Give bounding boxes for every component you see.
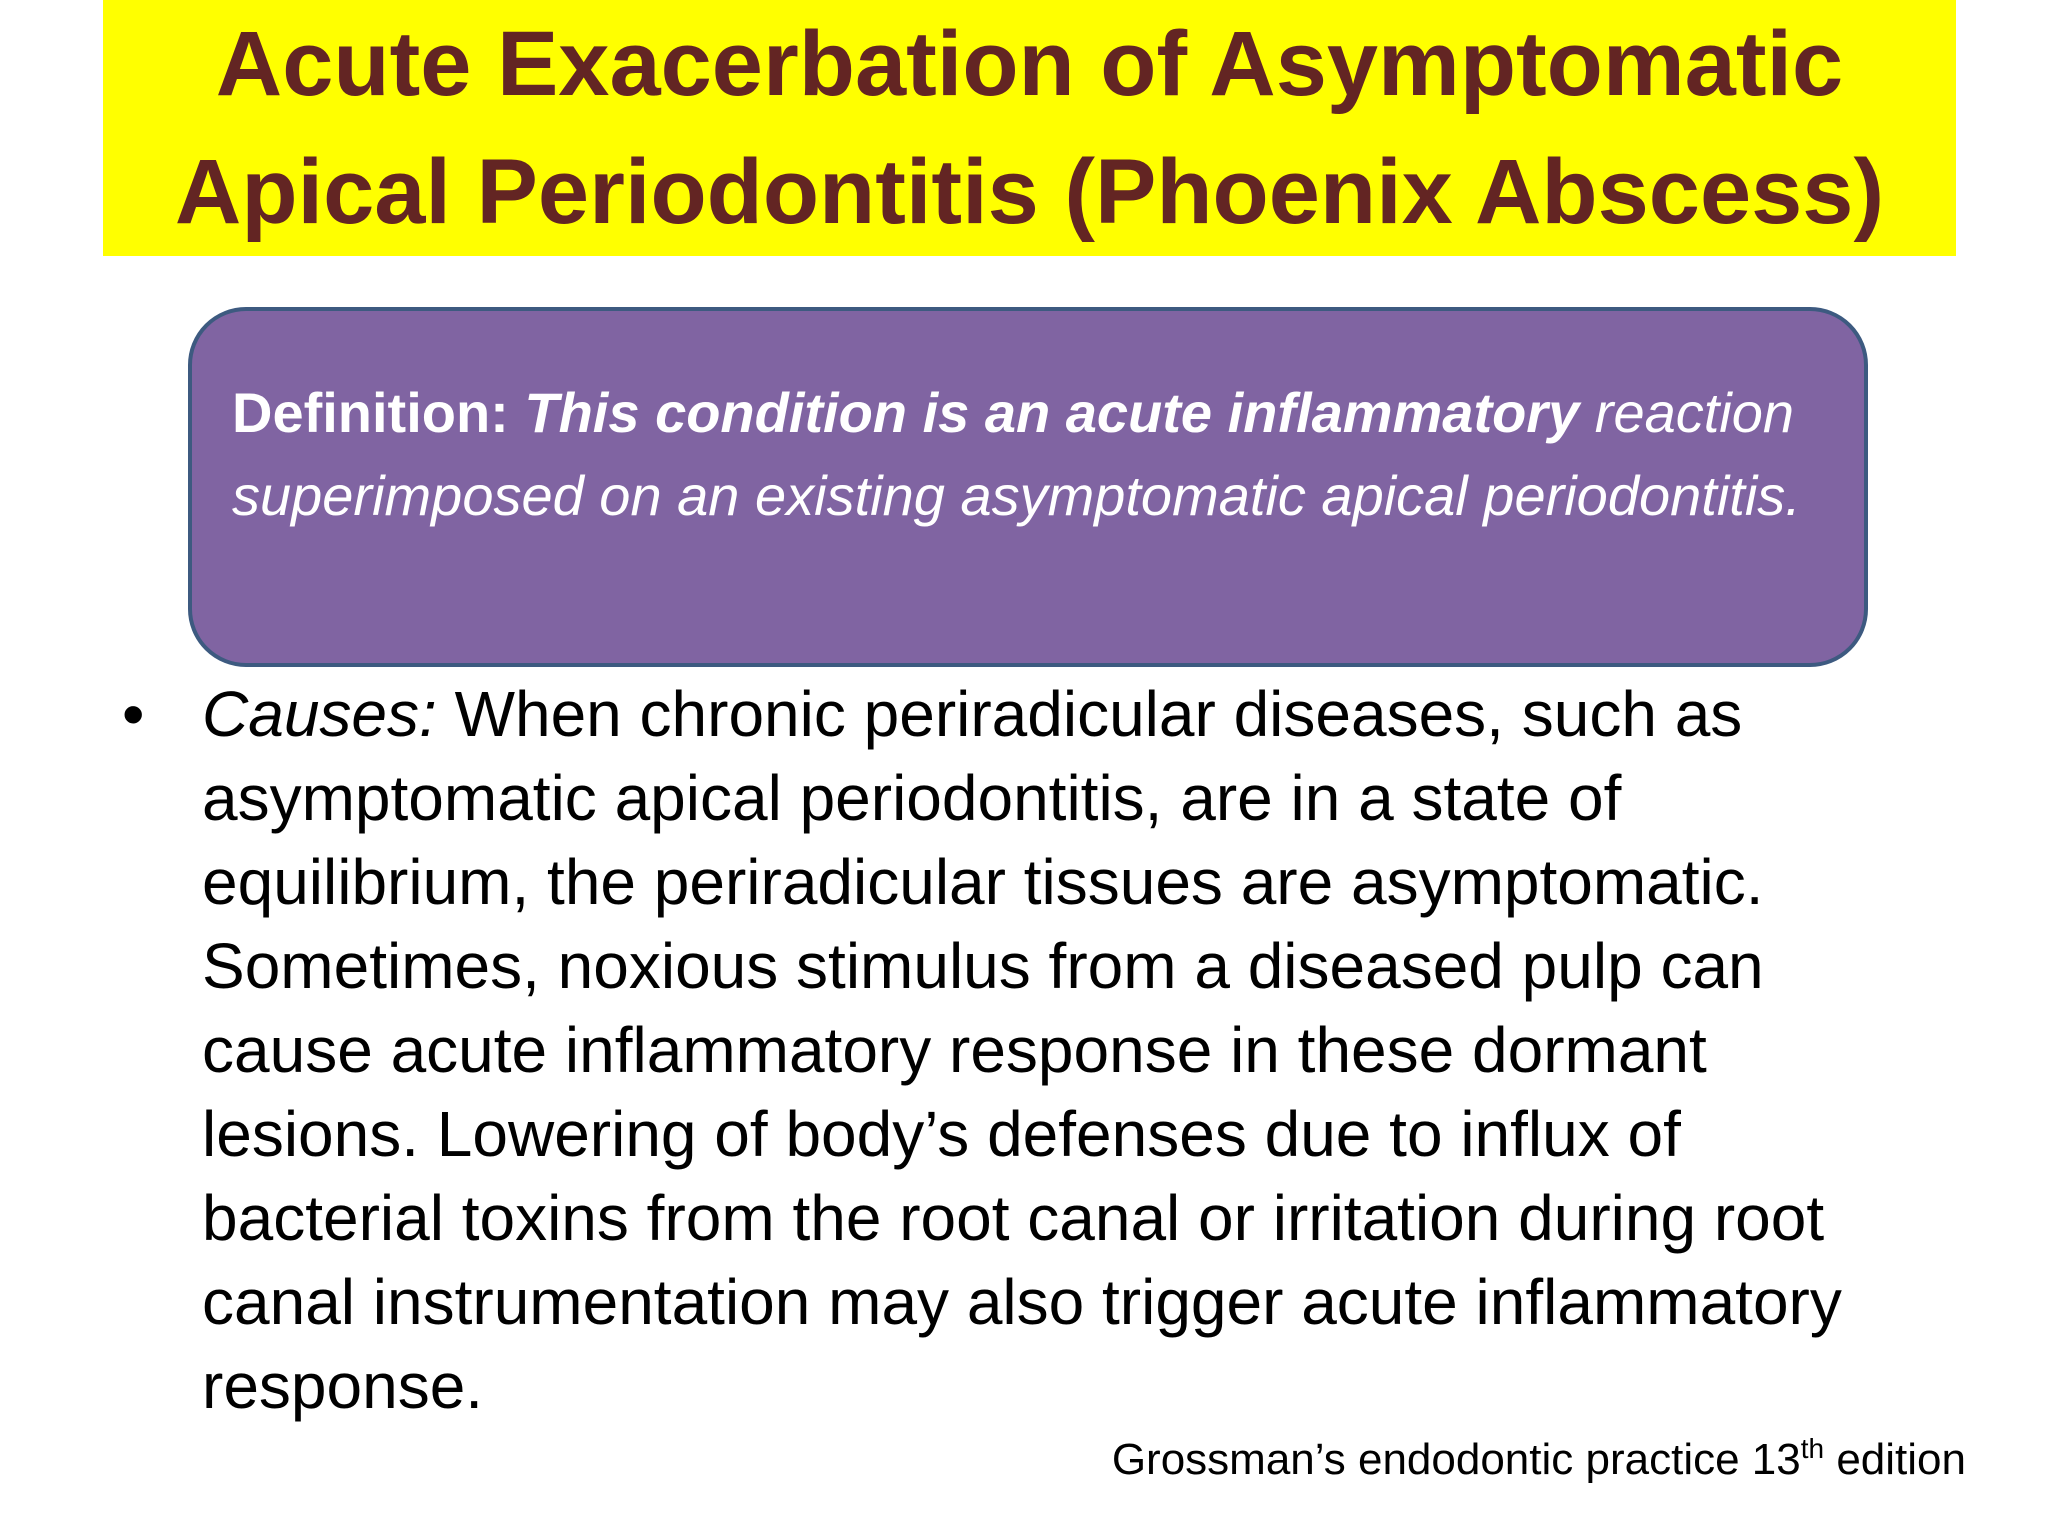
- causes-label: Causes:: [202, 678, 437, 750]
- citation-superscript: th: [1800, 1433, 1825, 1464]
- causes-bullet: [122, 672, 1962, 1428]
- definition-box: [188, 307, 1868, 667]
- definition-label: Definition:: [232, 381, 509, 444]
- title-line-2: Apical Periodontitis (Phoenix Abscess): [174, 141, 1885, 243]
- definition-emphasis: This condition is an acute inflammatory: [524, 381, 1580, 444]
- bullet-icon: •: [122, 678, 145, 750]
- causes-text: When chronic periradicular diseases, such as asymptomatic apical periodontitis, are in a state of equilibrium, the periradicular tissues are asymptomatic. Sometimes, noxious stimulus from a diseased pulp can cause acute inflammatory response in these dormant lesions. Lowering of body’s defenses due to influx of bacterial toxins from the root canal or irritation during root canal instrumentation may also trigger acute inflammatory response.: [202, 678, 1842, 1422]
- causes-paragraph: [202, 672, 1922, 1428]
- title-line-1: Acute Exacerbation of Asymptomatic: [215, 13, 1844, 115]
- definition-text: reaction superimposed on an existing asymptomatic apical periodontitis.: [232, 381, 1801, 527]
- citation-suffix: edition: [1836, 1435, 1966, 1484]
- citation-prefix: Grossman’s endodontic practice 13: [1111, 1435, 1801, 1484]
- citation: [1112, 1430, 1966, 1490]
- title-banner: [103, 0, 1956, 256]
